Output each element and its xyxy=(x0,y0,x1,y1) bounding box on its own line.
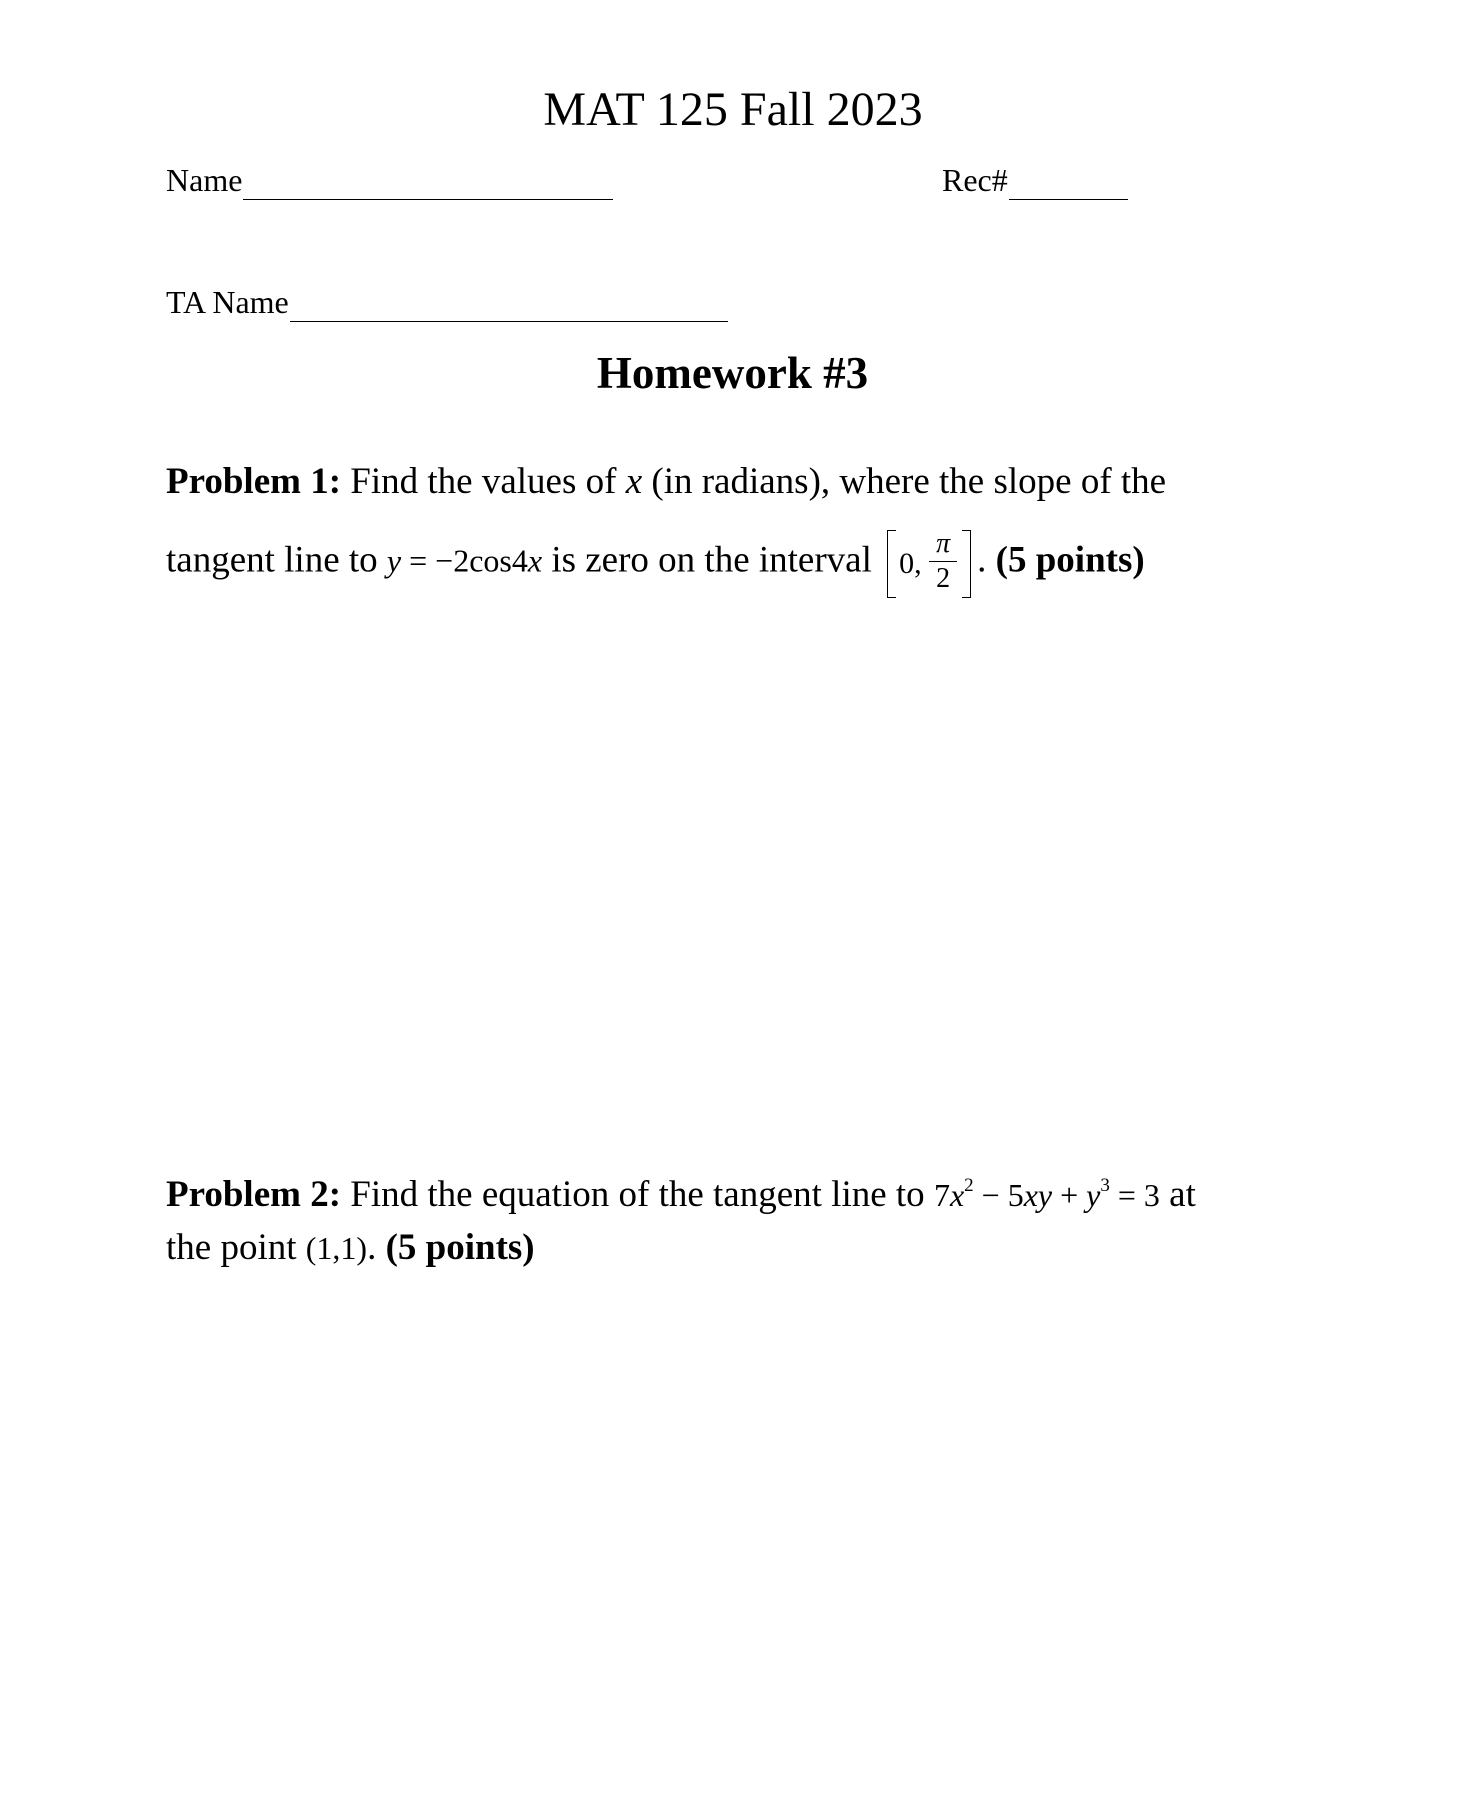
ta-name-blank[interactable] xyxy=(290,291,728,322)
problem-2-line-1: Problem 2: Find the equation of the tangent line to $7x^2 - 5xy + y^3 = 3$ at xyxy=(166,1174,1196,1215)
name-label: Name xyxy=(166,162,243,198)
left-bracket xyxy=(887,530,896,598)
homework-title: Homework #3 xyxy=(596,348,869,398)
right-bracket xyxy=(962,530,971,598)
name-blank[interactable] xyxy=(243,169,613,200)
ta-name-field[interactable] xyxy=(166,282,728,322)
ta-name-label: TA Name xyxy=(166,284,289,320)
problem-1-equation: y = −2cos4x xyxy=(386,542,543,579)
problem-2-points: (5 points) xyxy=(385,1227,535,1268)
course-title: MAT 125 Fall 2023 xyxy=(543,83,923,136)
problem-1-points: (5 points) xyxy=(995,539,1145,581)
problem-1-label: Problem 1: xyxy=(166,461,342,502)
problem-2-equation: $7x^2 - 5xy + y^3 = 3$ xyxy=(933,1175,1160,1213)
variable-x: x xyxy=(625,461,643,502)
problem-1-line-1: Problem 1: Find the values of x (in radians), where the slope of the xyxy=(166,461,1167,502)
pi-over-two-fraction: π 2 xyxy=(929,528,957,595)
problem-2-label: Problem 2: xyxy=(166,1174,342,1215)
problem-2-line-2: the point (1,1). (5 points) xyxy=(166,1227,535,1268)
rec-blank[interactable] xyxy=(1009,169,1128,200)
interval-expression: 0, π 2 xyxy=(885,528,973,598)
name-field[interactable] xyxy=(166,160,613,200)
rec-field[interactable] xyxy=(942,160,1128,200)
rec-label: Rec# xyxy=(942,162,1008,198)
point-coordinates: (1,1) xyxy=(305,1230,368,1266)
problem-1-line-2: tangent line to y = −2cos4x is zero on the interval 0, π 2 . (5 points) xyxy=(166,528,1145,598)
